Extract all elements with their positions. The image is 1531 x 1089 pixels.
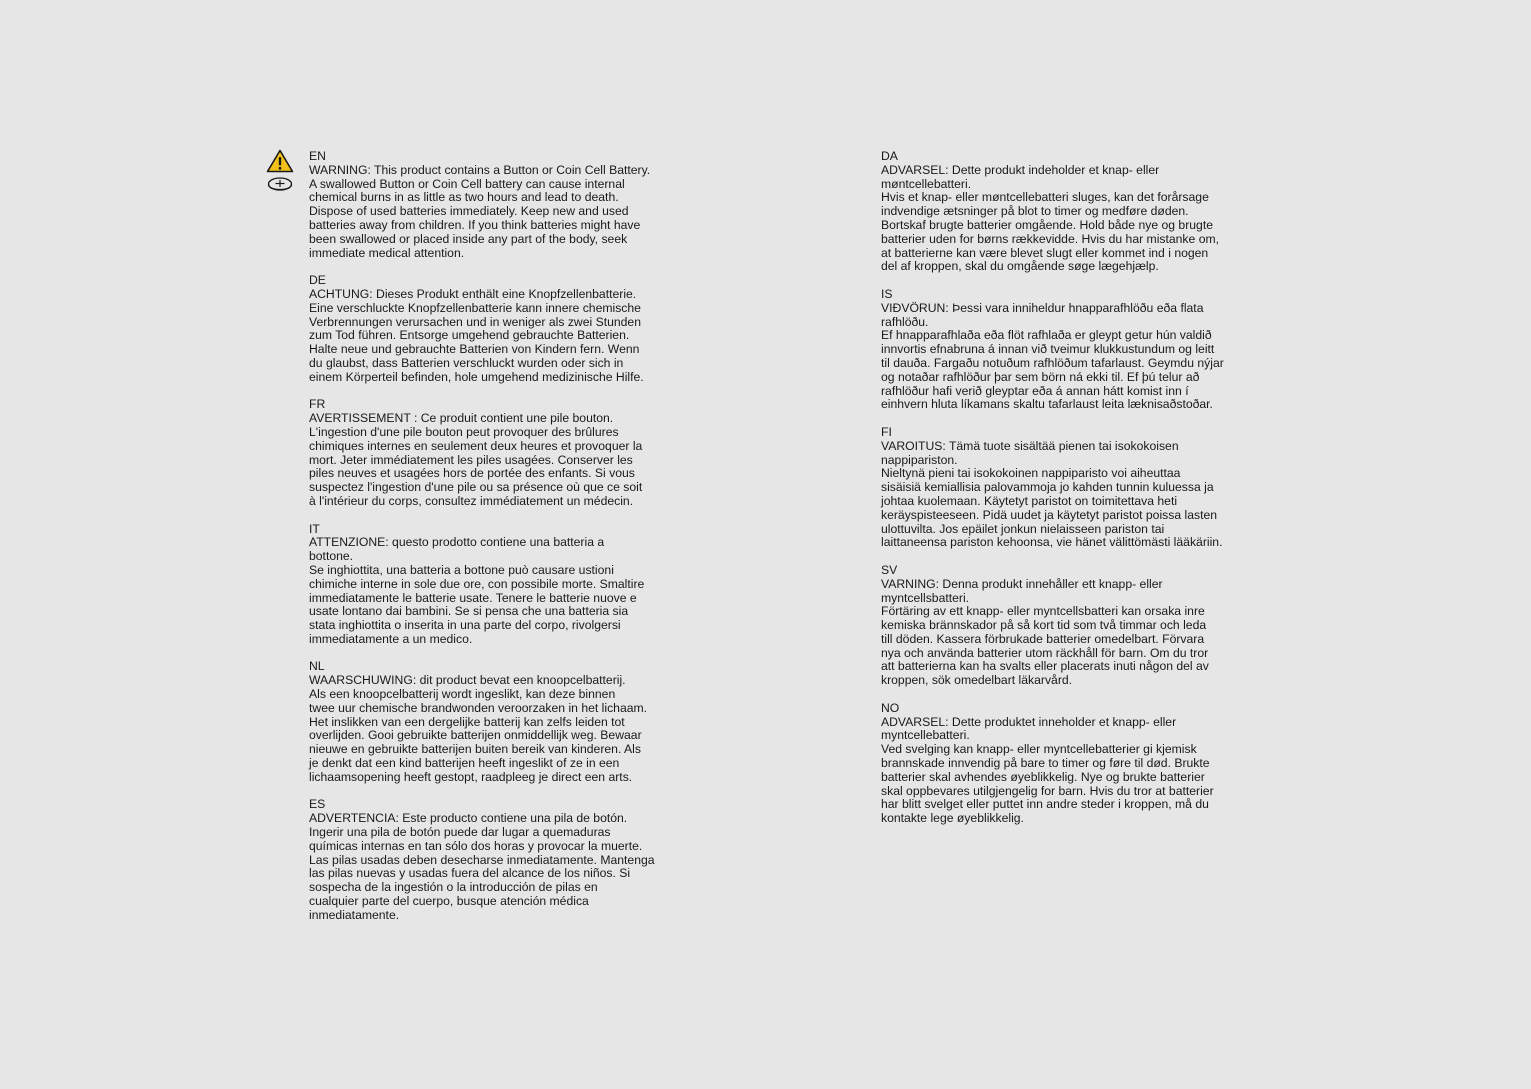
warning-text-line: L'ingestion d'une pile bouton peut provoquer des brûlures — [309, 424, 619, 439]
warning-text-line: keräyspisteeseen. Pidä uudet ja käytetyt paristot poissa lasten — [881, 507, 1218, 522]
warning-text-line: chemical burns in as little as two hours and lead to death. — [309, 190, 619, 205]
warning-text-line: ADVARSEL: Dette produkt indeholder et knap- eller — [881, 162, 1160, 177]
warning-text-line: sisäisiä kemiallisia palovammoja jo kahden tunnin kuluessa ja — [881, 480, 1214, 495]
warning-text-line: ACHTUNG: Dieses Produkt enthält eine Knopfzellenbatterie. — [309, 286, 637, 301]
warning-text-line: til dauða. Fargaðu notuðum rafhlöðum tafarlaust. Geymdu nýjar — [881, 355, 1224, 370]
warning-text-line: twee uur chemische brandwonden veroorzaken in het lichaam. — [309, 700, 648, 715]
warning-text-line: Ved svelging kan knapp- eller myntcellebatterier gi kjemisk — [881, 742, 1197, 757]
warning-text-line: Nieltynä pieni tai isokokoinen nappiparisto voi aiheuttaa — [881, 466, 1181, 481]
warning-text-line: brannskade innvendig på bare to timer og føre til død. Brukte — [881, 756, 1210, 771]
warning-text-line: batterier uden for børns rækkevidde. Hvis du har mistanke om, — [881, 231, 1220, 246]
warning-text-line: kontakte lege øyeblikkelig. — [881, 811, 1024, 826]
warning-section-fi — [881, 426, 1266, 550]
warning-text-line: mort. Jeter immédiatement les piles usagées. Conserver les — [309, 452, 633, 467]
warning-section-de — [309, 274, 694, 384]
warning-text-line: du glaubst, dass Batterien verschluckt wurden oder sich in — [309, 355, 624, 370]
warning-text-line: innvortis efnabruna á innan við tveimur klukkustundum og leitt — [881, 342, 1215, 357]
warning-text-line: myntcellebatteri. — [881, 728, 970, 743]
warning-text-line: ADVERTENCIA: Este producto contiene una pila de botón. — [309, 811, 628, 826]
left-warning-column — [309, 150, 694, 936]
warning-section-is — [881, 288, 1266, 412]
language-code: SV — [881, 562, 898, 577]
warning-section-da — [881, 150, 1266, 274]
warning-text-line: overlijden. Gooi gebruikte batterijen onmiddellijk weg. Bewaar — [309, 728, 642, 743]
warning-text-line: je denkt dat een kind batterijen heeft ingeslikt of ze in een — [309, 756, 620, 771]
warning-text-line: chimiques internes en seulement deux heures et provoquer la — [309, 438, 643, 453]
language-code: FR — [309, 397, 326, 412]
warning-text-line: einem Körperteil befinden, hole umgehend medizinische Hilfe. — [309, 369, 644, 384]
warning-text-line: laittaneensa pariston kehoonsa, vie hänet välittömästi lääkäriin. — [881, 535, 1223, 550]
warning-text-line: usate lontano dai bambini. Se si pensa che una batteria sia — [309, 604, 629, 619]
warning-text-line: johtaa kuolemaan. Käytetyt paristot on toimitettava heti — [881, 493, 1178, 508]
warning-text-line: nappipariston. — [881, 452, 958, 467]
language-code: DE — [309, 273, 326, 288]
language-code: DA — [881, 149, 898, 163]
warning-text-line: Ingerir una pila de botón puede dar lugar a quemaduras — [309, 825, 611, 840]
warning-text-line: del af kroppen, skal du omgående søge lægehjælp. — [881, 259, 1159, 274]
warning-section-it — [309, 523, 694, 647]
warning-text-line: batteries away from children. If you think batteries might have — [309, 217, 641, 232]
warning-text-line: ulottuvilta. Jos epäilet jonkun nielaisseen pariston tai — [881, 521, 1165, 536]
warning-text-line: piles neuves et usagées hors de portée des enfants. Si vous — [309, 466, 635, 481]
warning-text-line: rafhlöður hafi verið gleyptar eða á annan hátt komist inn í — [881, 383, 1189, 398]
warning-text-line: à l'intérieur du corps, consultez immédiatement un médecin. — [309, 493, 634, 508]
warning-text-line: Als een knoopcelbatterij wordt ingeslikt, kan deze binnen — [309, 687, 616, 702]
warning-text-line: been swallowed or placed inside any part of the body, seek — [309, 231, 628, 246]
warning-text-line: kroppen, sök omedelbart läkarvård. — [881, 673, 1073, 688]
warning-text-line: Het inslikken van een dergelijke batterij kan zelfs leiden tot — [309, 714, 625, 729]
warning-section-en — [309, 150, 694, 260]
warning-section-nl — [309, 660, 694, 784]
warning-text-line: nya och använda batterier utom räckhåll för barn. Om du tror — [881, 645, 1209, 660]
warning-text-line: immediatamente le batterie usate. Tenere le batterie nuove e — [309, 590, 637, 605]
warning-text-line: VARNING: Denna produkt innehåller ett knapp- eller — [881, 576, 1163, 591]
warning-text-line: kemiska brännskador på så kort tid som två timmar och leda — [881, 618, 1207, 633]
warning-text-line: at batterierne kan være blevet slugt eller kommet ind i nogen — [881, 245, 1209, 260]
warning-text-line: einhvern hluta líkamans skaltu tafarlaust leita læknisaðstoðar. — [881, 397, 1213, 412]
language-code: IS — [881, 286, 893, 301]
warning-section-fr — [309, 398, 694, 508]
warning-section-sv — [881, 564, 1266, 688]
warning-text-line: Hvis et knap- eller møntcellebatteri sluges, kan det forårsage — [881, 190, 1209, 205]
warning-text-line: batterier skal avhendes øyeblikkelig. Nye og brukte batterier — [881, 769, 1205, 784]
warning-text-line: immediate medical attention. — [309, 245, 465, 260]
warning-text-line: suspectez l'ingestion d'une pile ou sa présence où que ce soit — [309, 480, 643, 495]
warning-text-line: Dispose of used batteries immediately. Keep new and used — [309, 204, 629, 219]
warning-text-line: químicas internas en tan sólo dos horas y provocar la muerte. — [309, 838, 643, 853]
warning-text-line: immediatamente a un medico. — [309, 631, 473, 646]
warning-text-line: ATTENZIONE: questo prodotto contiene una batteria a — [309, 535, 605, 550]
warning-text-line: WARNING: This product contains a Button or Coin Cell Battery. — [309, 162, 651, 177]
warning-section-es — [309, 798, 694, 922]
warning-text-line: WAARSCHUWING: dit product bevat een knoopcelbatterij. — [309, 673, 626, 688]
language-code: NL — [309, 659, 325, 674]
coin-cell-battery-icon — [266, 176, 294, 192]
language-code: NO — [881, 700, 900, 715]
warning-text-line: Eine verschluckte Knopfzellenbatterie kann innere chemische — [309, 300, 641, 315]
language-code: EN — [309, 149, 326, 163]
warning-text-line: Verbrennungen verursachen und in weniger als zwei Stunden — [309, 314, 641, 329]
warning-text-line: inmediatamente. — [309, 907, 400, 922]
warning-text-line: Förtäring av ett knapp- eller myntcellsbatteri kan orsaka inre — [881, 604, 1205, 619]
language-code: FI — [881, 424, 892, 439]
warning-text-line: og notaðar rafhlöður þar sem börn ná ekki til. Ef þú telur að — [881, 369, 1200, 384]
warning-text-line: Halte neue und gebrauchte Batterien von Kindern fern. Wenn — [309, 342, 640, 357]
warning-text-line: zum Tod führen. Entsorge umgehend gebrauchte Batterien. — [309, 328, 630, 343]
warning-text-line: AVERTISSEMENT : Ce produit contient une pile bouton. — [309, 411, 614, 426]
warning-text-line: sospecha de la ingestión o la introducción de pilas en — [309, 880, 598, 895]
warning-text-line: Ef hnapparafhlaða eða flöt rafhlaða er gleypt getur hún valdið — [881, 328, 1212, 343]
warning-text-line: ADVARSEL: Dette produktet inneholder et knapp- eller — [881, 714, 1177, 729]
warning-text-line: rafhlöðu. — [881, 314, 929, 329]
warning-icons — [266, 149, 294, 192]
language-code: IT — [309, 521, 320, 536]
warning-text-line: myntcellsbatteri. — [881, 590, 970, 605]
warning-section-no — [881, 702, 1266, 826]
warning-text-line: till döden. Kassera förbrukade batterier omedelbart. Förvara — [881, 631, 1205, 646]
warning-text-line: chimiche interne in sole due ore, con possibile morte. Smaltire — [309, 576, 645, 591]
language-code: ES — [309, 797, 326, 812]
warning-text-line: lichaamsopening heeft gestopt, raadpleeg je direct een arts. — [309, 769, 633, 784]
warning-text-line: cualquier parte del cuerpo, busque atención médica — [309, 894, 589, 909]
warning-text-line: stata inghiottita o inserita in una parte del corpo, rivolgersi — [309, 618, 621, 633]
warning-text-line: skal oppbevares utilgjengelig for barn. Hvis du tror at batterier — [881, 783, 1214, 798]
warning-text-line: A swallowed Button or Coin Cell battery can cause internal — [309, 176, 625, 191]
warning-text-line: har blitt svelget eller puttet inn andre steder i kroppen, må du — [881, 797, 1209, 812]
warning-text-line: Bortskaf brugte batterier omgående. Hold både nye og brugte — [881, 217, 1213, 232]
warning-text-line: VIÐVÖRUN: Þessi vara inniheldur hnapparafhlöðu eða flata — [881, 300, 1204, 315]
warning-triangle-icon — [266, 149, 294, 173]
warning-text-line: att batterierna kan ha svalts eller placerats inuti någon del av — [881, 659, 1209, 674]
warning-text-line: VAROITUS: Tämä tuote sisältää pienen tai isokokoisen — [881, 438, 1179, 453]
warning-text-line: nieuwe en gebruikte batterijen buiten bereik van kinderen. Als — [309, 742, 641, 757]
warning-text-line: indvendige ætsninger på blot to timer og medføre døden. — [881, 204, 1189, 219]
warning-text-line: Se inghiottita, una batteria a bottone può causare ustioni — [309, 562, 614, 577]
warning-text-line: bottone. — [309, 549, 354, 564]
warning-text-line: Las pilas usadas deben desecharse inmediatamente. Mantenga — [309, 852, 655, 867]
warning-text-line: møntcellebatteri. — [881, 176, 972, 191]
warning-text-line: las pilas nuevas y usadas fuera del alcance de los niños. Si — [309, 866, 631, 881]
right-warning-column — [881, 150, 1266, 840]
